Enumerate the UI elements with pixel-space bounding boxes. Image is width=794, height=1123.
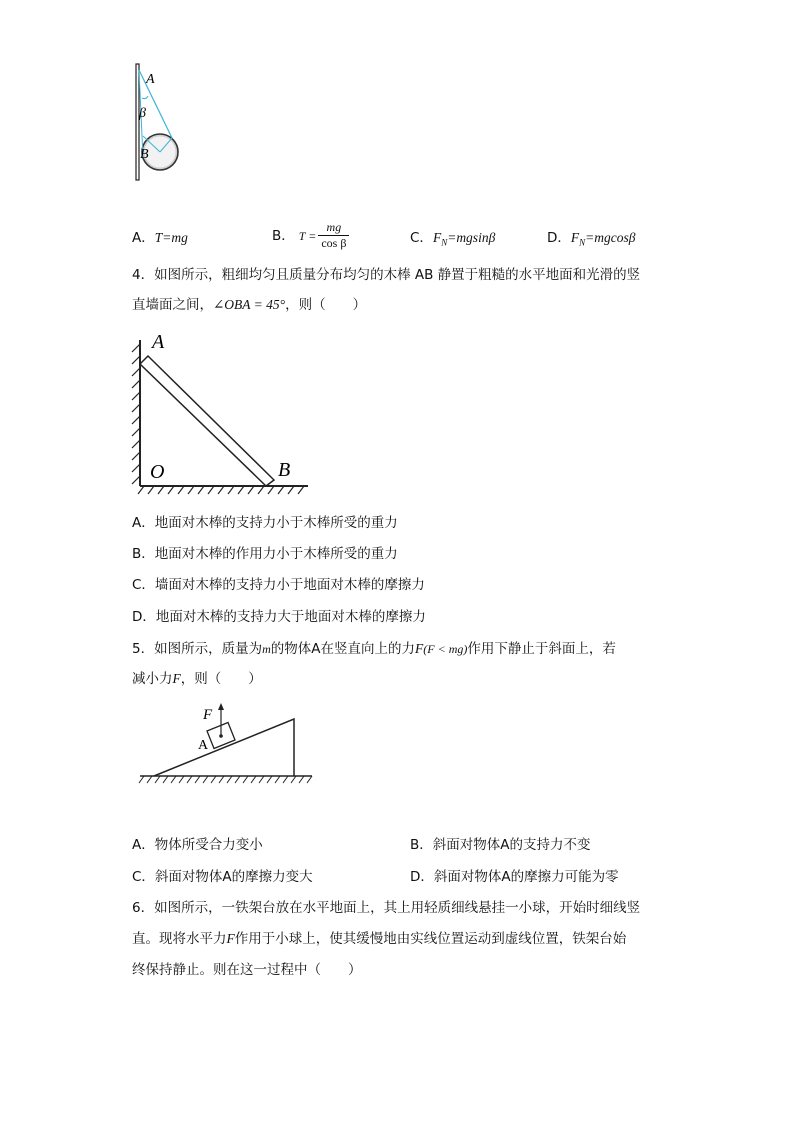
- q5-option-c[interactable]: C．斜面对物体A的摩擦力变大: [132, 869, 313, 885]
- q3-option-c[interactable]: C．$F_N=mgsin\beta$: [410, 230, 496, 248]
- q5-stem-line2: 减小力F，则（ ）: [132, 671, 262, 687]
- figure-wall-sphere: [128, 60, 198, 185]
- q5-option-d[interactable]: D．斜面对物体A的摩擦力可能为零: [410, 869, 619, 885]
- label-b: B: [140, 147, 149, 162]
- q5-stem-line1: 5．如图所示，质量为m的物体A在竖直向上的力F(F < mg)作用下静止于斜面上，若: [132, 641, 616, 657]
- q3-option-a[interactable]: A．T=mg: [132, 230, 188, 246]
- wall: [136, 64, 139, 180]
- q3-option-d[interactable]: D．$F_N=mgcos\beta$: [547, 230, 636, 248]
- label-f: F: [203, 707, 213, 723]
- q4-option-c[interactable]: C．墙面对木棒的支持力小于地面对木棒的摩擦力: [132, 577, 425, 593]
- q4-option-b[interactable]: B．地面对木棒的作用力小于木棒所受的重力: [132, 546, 398, 562]
- q6-stem-line2: 直。现将水平力F作用于小球上，使其缓慢地由实线位置运动到虚线位置，铁架台始: [132, 931, 627, 947]
- q4-option-d[interactable]: D．地面对木棒的支持力大于地面对木棒的摩擦力: [132, 609, 426, 625]
- label-beta: β: [139, 106, 146, 121]
- q6-stem-line3: 终保持静止。则在这一过程中（ ）: [132, 962, 362, 978]
- fraction: $\frac{mg}{\text{cos β}}$: [318, 221, 349, 250]
- q4-stem-line1: 4．如图所示，粗细均匀且质量分布均匀的木棒 AB 静置于粗糙的水平地面和光滑的竖: [132, 267, 641, 283]
- label-a: A: [152, 331, 165, 353]
- q4-option-a[interactable]: A．地面对木棒的支持力小于木棒所受的重力: [132, 515, 398, 531]
- q5-option-a[interactable]: A．物体所受合力变小: [132, 837, 263, 853]
- q5-option-b[interactable]: B．斜面对物体A的支持力不变: [410, 837, 591, 853]
- rope-line: [139, 70, 172, 138]
- figure-incline: [136, 700, 316, 790]
- q4-stem-line2: 直墙面之间，∠OBA = 45°，则（ ）: [132, 297, 367, 313]
- label-a: A: [198, 738, 209, 753]
- figure-rod-wall: [128, 328, 313, 498]
- label-o: O: [150, 461, 165, 483]
- q6-stem-line1: 6．如图所示，一铁架台放在水平地面上，其上用轻质细线悬挂一小球，开始时细线竖: [132, 900, 641, 916]
- label-b: B: [278, 459, 291, 481]
- label-a: A: [146, 72, 155, 87]
- q3-option-b[interactable]: B． T = $\frac{mg}{\text{cos β}}$: [272, 221, 351, 250]
